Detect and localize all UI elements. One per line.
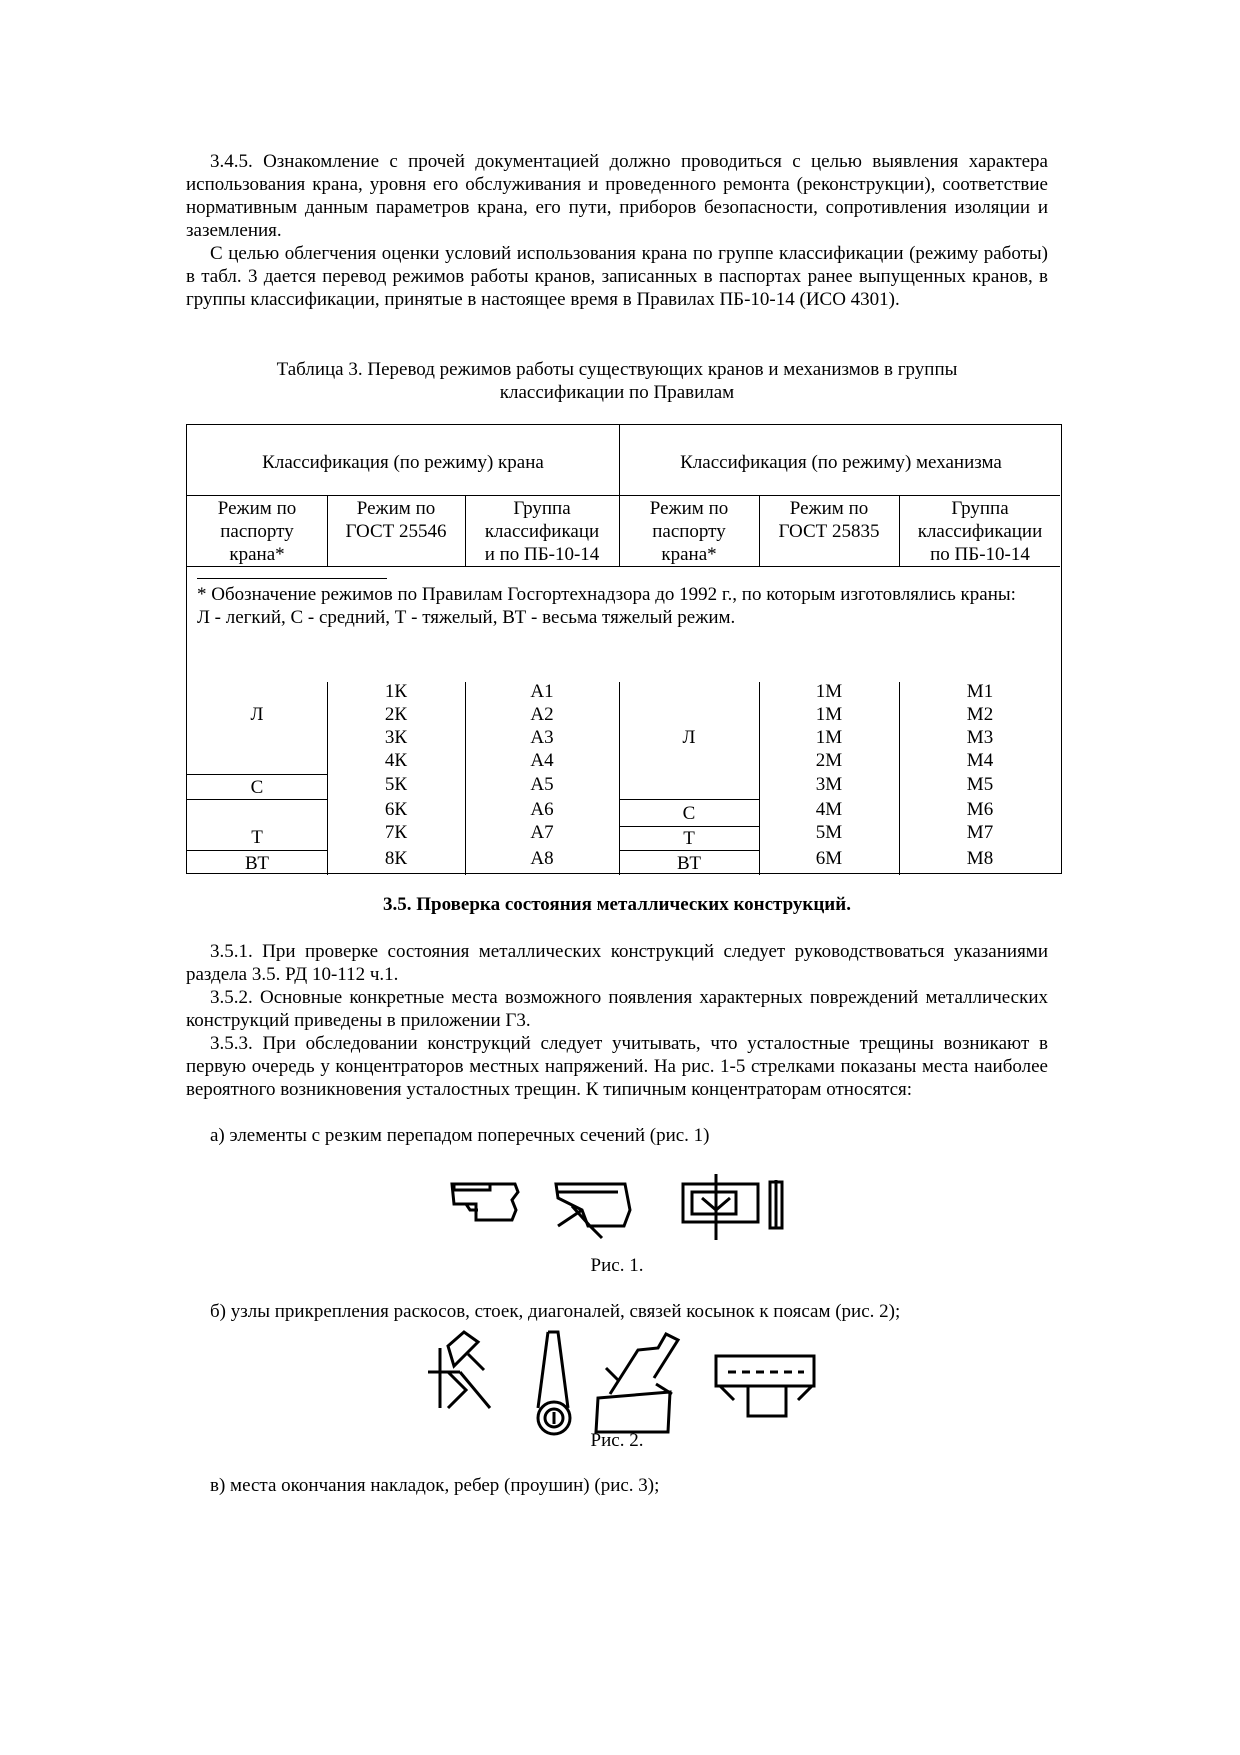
gost-25546-cell: 1К (384, 681, 408, 702)
table-caption-line2: классификации по Правилам (499, 382, 735, 403)
gost-25546-cell: 7К (384, 822, 408, 843)
crane-group-cell: А7 (530, 822, 554, 843)
section-title: 3.5. Проверка состояния металлических конструкций. (383, 894, 851, 915)
figure-2-caption: Рис. 2. (590, 1430, 644, 1451)
mech-group-cell: М3 (966, 727, 994, 748)
subheader-mech-passport-mode: Режим по паспорту крана* (649, 498, 729, 565)
subheader-gost-25835: Режим по ГОСТ 25835 (778, 498, 880, 542)
header-mechanism-classification: Классификация (по режиму) механизма (680, 452, 1002, 473)
crane-group-cell: А8 (530, 848, 554, 869)
table-caption-line1: Таблица 3. Перевод режимов работы существующих кранов и механизмов в группы (276, 359, 958, 380)
paragraph-3-5-1: 3.5.1. При проверке состояния металлических конструкций следует руководствоваться указаниями раздела 3.5. РД 10-112 ч.1. (186, 941, 1048, 985)
footnote-line2: Л - легкий, С - средний, Т - тяжелый, ВТ - весьма тяжелый режим. (197, 607, 736, 628)
gost-25835-cell: 1М (815, 727, 843, 748)
gost-25835-cell: 3М (815, 774, 843, 795)
paragraph-3-5-2: 3.5.2. Основные конкретные места возможного появления характерных повреждений металлических конструкций приведены в приложении Г3. (186, 987, 1048, 1031)
crane-group-cell: А5 (530, 774, 554, 795)
mode-conversion-table (186, 424, 1062, 874)
crane-group-cell: А2 (530, 704, 554, 725)
crane-group-cell: А4 (530, 750, 554, 771)
gost-25546-cell: 5К (384, 774, 408, 795)
mech-group-cell: М1 (966, 681, 994, 702)
list-item-v: в) места окончания накладок, ребер (проушин) (рис. 3); (210, 1475, 660, 1496)
mech-group-cell: М4 (966, 750, 994, 771)
crane-group-cell: А6 (530, 799, 554, 820)
crane-mode-medium: С (250, 777, 264, 798)
crane-group-cell: А1 (530, 681, 554, 702)
mech-mode-very-heavy: ВТ (676, 853, 702, 874)
mech-mode-light: Л (682, 727, 696, 748)
gost-25835-cell: 1М (815, 681, 843, 702)
figure-1-caption: Рис. 1. (590, 1255, 644, 1276)
paragraph-3-5-3: 3.5.3. При обследовании конструкций следует учитывать, что усталостные трещины возникают в первую очередь у концентраторов местных напряжений. На рис. 1-5 стрелками показаны места наиболее вероятного возникновения усталостных трещин. К типичным концентраторам относятся: (186, 1033, 1048, 1100)
mech-group-cell: М5 (966, 774, 994, 795)
table-footnote (197, 566, 1049, 629)
mech-group-cell: М6 (966, 799, 994, 820)
mech-group-cell: М7 (966, 822, 994, 843)
gost-25835-cell: 1М (815, 704, 843, 725)
subheader-mech-group: Группа классификации по ПБ-10-14 (917, 498, 1043, 565)
figure-1-drawing (440, 1170, 800, 1240)
footnote-line1: * Обозначение режимов по Правилам Госгортехнадзора до 1992 г., по которым изготовлялись краны: (197, 584, 1016, 605)
header-crane-classification: Классификация (по режиму) крана (262, 452, 544, 473)
subheader-crane-group: Группа классификаци и по ПБ-10-14 (484, 498, 600, 565)
gost-25546-cell: 8К (384, 848, 408, 869)
list-item-a: а) элементы с резким перепадом поперечных сечений (рис. 1) (210, 1125, 710, 1146)
mech-mode-medium: С (682, 803, 696, 824)
subheader-gost-25546: Режим по ГОСТ 25546 (345, 498, 447, 542)
crane-mode-light: Л (250, 704, 264, 725)
figure-2 (420, 1328, 840, 1438)
paragraph-3-4-5-b: С целью облегчения оценки условий использования крана по группе классификации (режиму работы) в табл. 3 дается перевод режимов работы кранов, записанных в паспортах ранее выпущенных кранов, в группы классификации, принятые в настоящее время в Правилах ПБ-10-14 (ИСО 4301). (186, 243, 1048, 310)
mech-mode-heavy: Т (683, 828, 695, 849)
subheader-crane-passport-mode: Режим по паспорту крана* (217, 498, 297, 565)
paragraph-3-4-5: 3.4.5. Ознакомление с прочей документацией должно проводиться с целью выявления характера использования крана, уровня его обслуживания и проведенного ремонта (реконструкции), соответствие нормативным данным параметров крана, его пути, приборов безопасности, сопротивления изоляции и заземления. (186, 151, 1048, 241)
gost-25546-cell: 2К (384, 704, 408, 725)
gost-25835-cell: 2М (815, 750, 843, 771)
crane-mode-heavy: Т (251, 827, 263, 848)
gost-25546-cell: 6К (384, 799, 408, 820)
gost-25835-cell: 5М (815, 822, 843, 843)
mech-group-cell: М2 (966, 704, 994, 725)
crane-group-cell: А3 (530, 727, 554, 748)
mech-group-cell: М8 (966, 848, 994, 869)
table-caption (186, 358, 1048, 404)
gost-25546-cell: 3К (384, 727, 408, 748)
gost-25546-cell: 4К (384, 750, 408, 771)
figure-2-drawing (420, 1328, 840, 1438)
gost-25835-cell: 6М (815, 848, 843, 869)
list-item-b: б) узлы прикрепления раскосов, стоек, диагоналей, связей косынок к поясам (рис. 2); (210, 1301, 901, 1322)
figure-1 (440, 1170, 800, 1240)
crane-mode-very-heavy: ВТ (244, 853, 270, 874)
gost-25835-cell: 4М (815, 799, 843, 820)
